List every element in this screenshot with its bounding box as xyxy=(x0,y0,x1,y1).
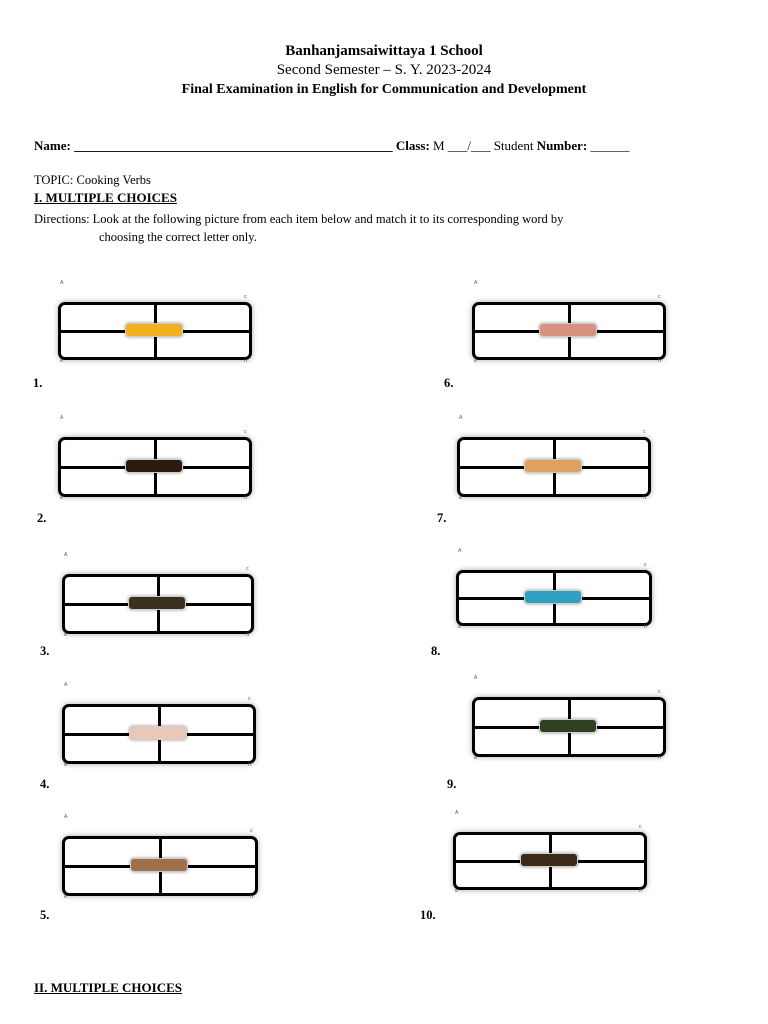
option-mark: c xyxy=(639,824,642,830)
option-mark: A xyxy=(459,415,463,421)
option-mark: A xyxy=(64,814,68,820)
item-number: 10. xyxy=(420,908,436,922)
option-mark: h xyxy=(248,762,252,768)
pan-cooking-picture xyxy=(128,596,186,610)
option-mark: h xyxy=(246,632,250,638)
option-mark: A xyxy=(60,415,64,421)
option-mark: A xyxy=(455,810,459,816)
name-label: Name: xyxy=(34,138,71,153)
option-mark: e xyxy=(458,624,462,630)
option-mark: c xyxy=(658,689,661,695)
class-value[interactable]: M ___/___ xyxy=(433,138,491,153)
item-number: 4. xyxy=(40,777,50,791)
option-mark: A xyxy=(474,280,478,286)
item-number: 2. xyxy=(37,511,47,525)
number-label: Number: xyxy=(536,138,588,153)
option-mark: c xyxy=(248,696,251,702)
exam-title: Final Examination in English for Communication and Development xyxy=(181,82,587,97)
item-number: 3. xyxy=(40,644,50,658)
answer-grid[interactable] xyxy=(58,437,252,497)
option-mark: h xyxy=(250,894,254,900)
answer-grid[interactable] xyxy=(62,704,256,764)
item-number: 8. xyxy=(431,644,441,658)
section-1-title: I. MULTIPLE CHOICES xyxy=(34,190,177,205)
answer-grid[interactable] xyxy=(58,302,252,360)
option-mark: A xyxy=(64,552,68,558)
egg-dish-picture xyxy=(125,323,183,337)
option-mark: e xyxy=(474,358,478,364)
option-mark: h xyxy=(643,495,647,501)
item-number: 6. xyxy=(444,376,454,390)
option-mark: A xyxy=(474,675,478,681)
option-mark: h xyxy=(244,495,248,501)
option-mark: e xyxy=(60,358,64,364)
option-mark: h xyxy=(658,358,662,364)
answer-grid[interactable] xyxy=(457,437,651,497)
option-mark: c xyxy=(658,294,661,300)
directions-line-1: Directions: Look at the following picture from each item below and match it to its corresponding word by xyxy=(34,212,564,226)
answer-grid[interactable] xyxy=(453,832,647,890)
option-mark: c xyxy=(250,828,253,834)
option-mark: h xyxy=(658,755,662,761)
grill-picture xyxy=(520,853,578,867)
option-mark: c xyxy=(246,566,249,572)
section-2-title: II. MULTIPLE CHOICES xyxy=(34,980,182,995)
option-mark: h xyxy=(244,358,248,364)
student-label: Student xyxy=(493,138,534,153)
directions-line-2: choosing the correct letter only. xyxy=(99,230,257,244)
answer-grid[interactable] xyxy=(62,574,254,634)
option-mark: c xyxy=(643,429,646,435)
class-label: Class: xyxy=(395,138,430,153)
item-number: 1. xyxy=(33,376,43,390)
option-mark: A xyxy=(60,280,64,286)
item-number: 9. xyxy=(447,777,457,791)
option-mark: e xyxy=(64,762,68,768)
option-mark: c xyxy=(244,429,247,435)
option-mark: e xyxy=(60,495,64,501)
number-blank[interactable]: ______ xyxy=(590,138,630,153)
option-mark: c xyxy=(244,294,247,300)
school-name: Banhanjamsaiwittaya 1 School xyxy=(285,43,483,59)
option-mark: e xyxy=(64,632,68,638)
baked-food-picture xyxy=(130,858,188,872)
student-info-line xyxy=(34,138,629,154)
vegetable-picture xyxy=(539,719,597,733)
frying-pan-picture xyxy=(125,459,183,473)
option-mark: h xyxy=(639,888,643,894)
option-mark: e xyxy=(64,894,68,900)
option-mark: c xyxy=(644,562,647,568)
semester-line: Second Semester – S. Y. 2023-2024 xyxy=(276,62,492,78)
name-blank[interactable]: _________________________________________________ xyxy=(74,138,393,153)
option-mark: e xyxy=(455,888,459,894)
meat-cutting-picture xyxy=(539,323,597,337)
pouring-picture xyxy=(524,590,582,604)
ingredients-picture xyxy=(129,726,187,740)
option-mark: A xyxy=(64,682,68,688)
answer-grid[interactable] xyxy=(472,302,666,360)
answer-grid[interactable] xyxy=(62,836,258,896)
option-mark: h xyxy=(644,624,648,630)
item-number: 5. xyxy=(40,908,50,922)
item-number: 7. xyxy=(437,511,447,525)
option-mark: e xyxy=(459,495,463,501)
option-mark: A xyxy=(458,548,462,554)
directions xyxy=(34,210,654,246)
option-mark: e xyxy=(474,755,478,761)
answer-grid[interactable] xyxy=(472,697,666,757)
topic-line: TOPIC: Cooking Verbs xyxy=(34,173,151,187)
pastry-picture xyxy=(524,459,582,473)
answer-grid[interactable] xyxy=(456,570,652,626)
